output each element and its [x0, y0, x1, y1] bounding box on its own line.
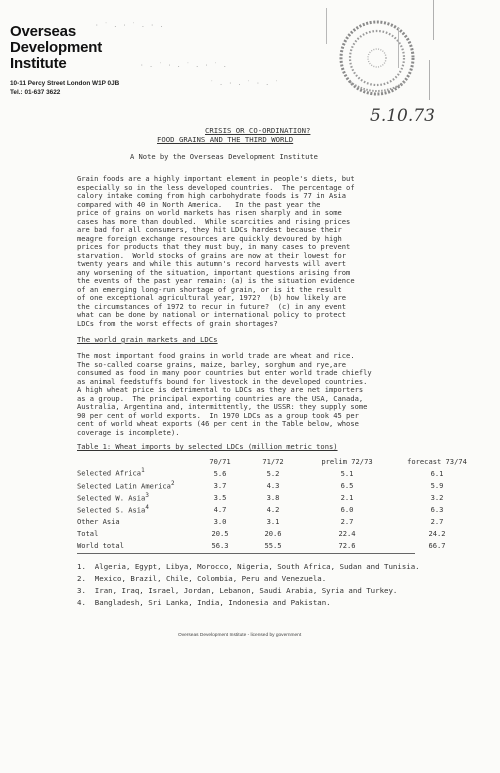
table-cell	[77, 491, 193, 503]
print-speckle: ˙ . · . ˙ · . ˙	[210, 80, 280, 87]
text-line: cent of world wheat exports (46 per cent in the Table below, whose	[77, 419, 359, 428]
text-line: starvation. World stocks of grains are now at their lowest for	[77, 250, 347, 260]
text-line: LDCs from the worst effects of grain shortages?	[77, 318, 278, 328]
footnote-item: 1. Algeria, Egypt, Libya, Morocco, Nigeria, South Africa, Sudan and Tunisia.	[77, 562, 420, 571]
text-line: as animal feedstuffs bound for livestock in the developed countries.	[77, 376, 368, 386]
table-cell: 4.2	[266, 504, 280, 514]
table-cell: 4.7	[213, 504, 227, 514]
region-label: Selected W. Asia	[77, 493, 146, 502]
table-cell: 6.0	[340, 504, 354, 514]
table-cell: 3.2	[430, 492, 444, 502]
text-line: Grain foods are a highly important element in people's diets, but	[77, 174, 355, 183]
footnote-item: 3. Iran, Iraq, Israel, Jordan, Lebanon, Saudi Arabia, Syria and Turkey.	[77, 586, 398, 595]
table-cell: 2.7	[340, 517, 354, 527]
intro-paragraph	[77, 175, 355, 328]
text-line: especially so in the less developed countries. The percentage of	[77, 182, 355, 192]
doc-title-line2: FOOD GRAINS AND THE THIRD WORLD	[157, 135, 294, 144]
table-row	[77, 491, 479, 503]
logo-rule	[398, 28, 399, 68]
table-row	[77, 467, 479, 479]
telephone: Tel.: 01-637 3622	[10, 89, 61, 96]
table-cell: 3.7	[213, 480, 227, 490]
table-cell: 5.2	[266, 468, 280, 478]
table-cell: 5.1	[340, 468, 354, 478]
wheat-imports-table	[77, 455, 479, 552]
table-row	[77, 503, 479, 515]
text-line: The so-called coarse grains, maize, barley, sorghum and rye,are	[77, 359, 347, 369]
footnotes	[77, 561, 420, 609]
table-rule	[77, 553, 415, 554]
table-cell: 55.5	[264, 541, 282, 551]
table-cell: 2.1	[340, 492, 354, 502]
table-cell: 22.4	[338, 529, 356, 539]
text-line: as a group. The principal exporting countries are the USA, Canada,	[77, 393, 364, 403]
text-line: consumed as food in many poor countries but enter world trade chiefly	[77, 368, 372, 377]
table-header-cell: prelim 72/73	[321, 456, 373, 466]
footnote-marker: 2	[170, 480, 175, 487]
table-header-cell	[77, 455, 193, 467]
table-cell: 72.6	[338, 541, 356, 551]
table-row	[77, 540, 479, 552]
doc-subtitle: A Note by the Overseas Development Institute	[130, 152, 318, 161]
text-line: of an emerging long-run shortage of grain, or is it the result	[77, 284, 342, 294]
logo-rule	[326, 8, 327, 44]
table-header-cell: forecast 73/74	[407, 456, 467, 466]
text-line: A high wheat price is detrimental to LDCs as they are net importers	[77, 385, 364, 394]
table-header-cell: 70/71	[209, 456, 231, 466]
text-line: what can be done by national or international policy to protect	[77, 310, 347, 319]
edge-rule	[433, 0, 434, 40]
edge-rule	[429, 60, 430, 100]
address: 10-11 Percy Street London W1P 0JB	[10, 80, 120, 87]
table-cell: Other Asia	[77, 517, 120, 527]
table-cell: 24.2	[428, 529, 446, 539]
table-header-cell: 71/72	[262, 456, 284, 466]
region-label: Selected S. Asia	[77, 505, 146, 515]
footnote-item: 2. Mexico, Brazil, Chile, Colombia, Peru and Venezuela.	[77, 574, 327, 583]
table-cell: 5.6	[213, 468, 227, 478]
table-cell: 20.6	[264, 529, 282, 539]
text-line: are bad for all consumers, they hit LDCs hardest because their	[77, 225, 342, 234]
table-cell: 2.7	[430, 517, 444, 527]
text-line: 90 per cent of world exports. In 1970 LDCs as a group took 45 per	[77, 410, 359, 420]
footnote-item: 4. Bangladesh, Sri Lanka, India, Indonesia and Pakistan.	[77, 598, 331, 607]
region-label: Selected Africa	[77, 468, 142, 478]
org-name-line1: Overseas	[10, 23, 76, 40]
text-line: cases has more than doubled. While scarcities and rising prices	[77, 216, 351, 226]
region-label: Selected Latin America	[77, 480, 171, 490]
credit-line: Overseas Development Institute - licensed by government	[178, 633, 302, 638]
text-line: twenty years and while this autumn's record harvests will avert	[77, 259, 347, 268]
table-cell: 6.3	[430, 504, 444, 514]
footnote-marker: 1	[141, 468, 145, 475]
table-cell: 66.7	[428, 541, 446, 551]
text-line: Australia, Argentina and, intermittently, the USSR: they supply some	[77, 402, 368, 411]
table-caption: Table 1: Wheat imports by selected LDCs (million metric tons)	[77, 442, 338, 451]
footnote-marker: 4	[145, 504, 149, 511]
table-cell	[77, 479, 193, 491]
section-paragraph	[77, 352, 372, 437]
table-cell: 3.8	[266, 492, 280, 502]
text-line: the circumstances of 1972 to recur in future? (c) in any event	[77, 301, 347, 311]
org-name-line2: Development	[10, 39, 102, 56]
table-cell: 6.5	[340, 480, 354, 490]
table-cell: 20.5	[211, 529, 229, 539]
table-cell: 6.1	[430, 468, 444, 478]
text-line: meagre foreign exchange resources are quickly devoured by high	[77, 233, 342, 243]
footnote-marker: 3	[145, 492, 149, 499]
text-line: of one exceptional agricultural year, 1972? (b) how likely are	[77, 293, 347, 302]
table-cell: 3.5	[213, 492, 227, 502]
table-row	[77, 479, 479, 491]
handwritten-date: 5.10.73	[370, 106, 435, 126]
text-line: calory intake coming from high carbohydrate foods is 77 in Asia	[77, 191, 347, 200]
table-cell: 3.1	[266, 517, 280, 527]
org-name-line3: Institute	[10, 55, 67, 72]
doc-title-line1: CRISIS OR CO-ORDINATION?	[205, 126, 311, 135]
table-cell: World total	[77, 541, 124, 551]
text-line: price of grains on world markets has risen sharply and in some	[77, 208, 342, 217]
text-line: The most important food grains in world trade are wheat and rice.	[77, 351, 355, 360]
table-header-row	[77, 455, 479, 467]
text-line: coverage is incomplete).	[77, 427, 180, 437]
section-heading: The world grain markets and LDCs	[77, 335, 218, 344]
table-cell	[77, 503, 193, 515]
text-line: the events of the past year remain: (a) is the situation evidence	[77, 276, 355, 285]
text-line: compared with 40 in North America. In the past year the	[77, 199, 321, 209]
print-speckle: · . ˙ · . ˙ . · ˙ .	[140, 62, 228, 69]
table-cell: 3.0	[213, 517, 227, 527]
text-line: prices for products that they must buy, in many cases to prevent	[77, 242, 351, 251]
table-cell: 56.3	[211, 541, 229, 551]
print-speckle: · ˙ . · ˙ . · .	[95, 22, 165, 29]
table-cell	[77, 467, 193, 479]
table-row	[77, 515, 479, 527]
table-cell: 5.9	[430, 480, 444, 490]
odi-logo-icon	[325, 8, 430, 108]
text-line: any worsening of the situation, important questions arising from	[77, 267, 351, 277]
table-row	[77, 528, 479, 540]
table-cell: 4.3	[266, 480, 280, 490]
table-cell: Total	[77, 529, 99, 539]
